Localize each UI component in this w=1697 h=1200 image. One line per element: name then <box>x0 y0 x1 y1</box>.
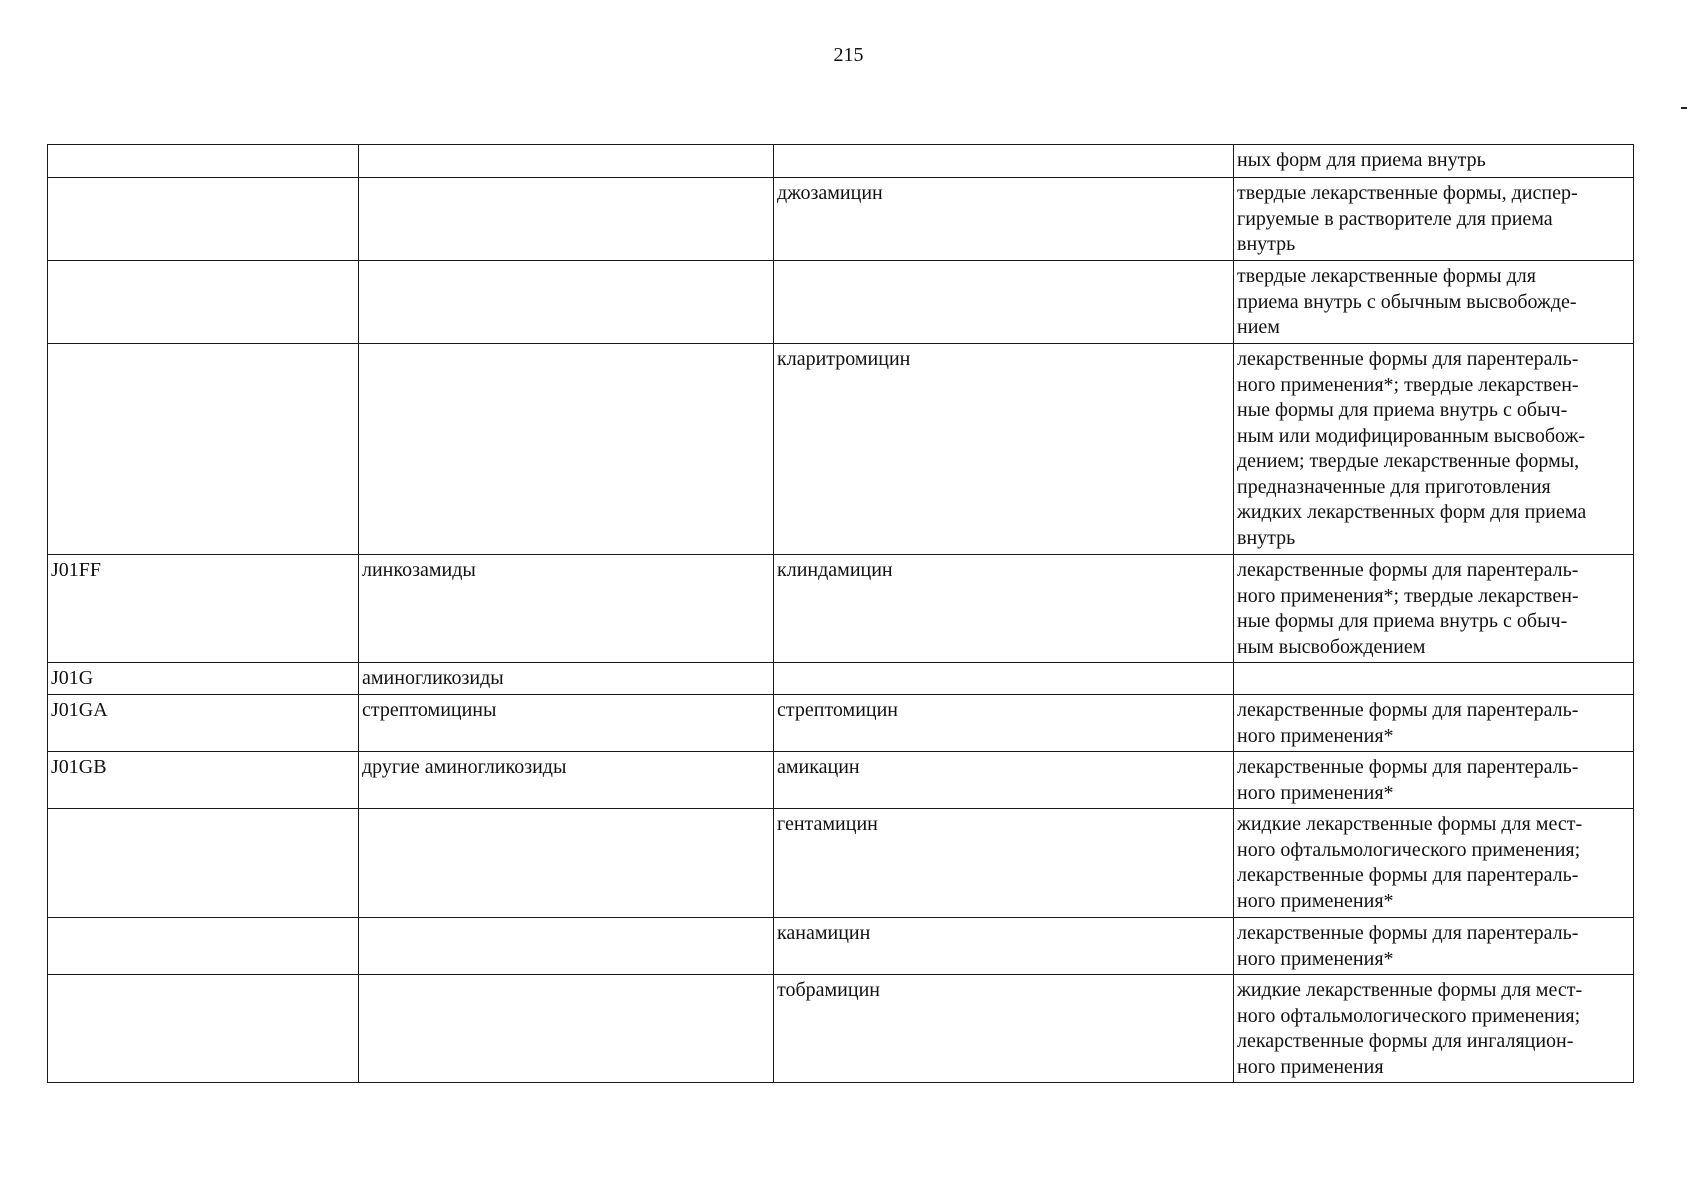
atc-code-cell <box>48 145 359 178</box>
group-name-cell: аминогликозиды <box>359 663 774 695</box>
page-number: 215 <box>833 44 864 66</box>
dosage-form-line: предназначенные для приготовления <box>1237 475 1551 498</box>
group-name-cell <box>359 344 774 555</box>
dosage-form-line: ного применения* <box>1237 889 1394 912</box>
dosage-form-line: жидких лекарственных форм для приема <box>1237 501 1587 523</box>
dosage-form-line: жидкие лекарственные формы для мест- <box>1237 979 1583 1001</box>
dosage-forms-cell <box>1234 344 1634 555</box>
dosage-forms-cell <box>1234 918 1634 975</box>
substance-cell: тобрамицин <box>774 975 1234 1083</box>
atc-code-cell: J01FF <box>48 555 359 663</box>
dosage-form-line: ного применения*; твердые лекарствен- <box>1237 373 1579 396</box>
group-name-cell <box>359 918 774 975</box>
atc-code-cell: J01GA <box>48 695 359 752</box>
dosage-form-line: приема внутрь с обычным высвобожде- <box>1237 290 1577 313</box>
dosage-form-line: лекарственные формы для парентераль- <box>1237 756 1579 778</box>
dosage-forms-cell <box>1234 178 1634 261</box>
dosage-forms-cell <box>1234 695 1634 752</box>
atc-code-cell: J01GB <box>48 752 359 809</box>
dosage-form-line: ного применения* <box>1237 724 1394 747</box>
dosage-form-line: ного офтальмологического применения; <box>1237 1004 1581 1027</box>
substance-cell <box>774 261 1234 344</box>
table-row <box>48 752 1634 809</box>
atc-code-cell <box>48 344 359 555</box>
dosage-forms-cell <box>1234 809 1634 918</box>
dosage-form-line: ные формы для приема внутрь с обыч- <box>1237 610 1568 632</box>
dosage-form-line: лекарственные формы для парентераль- <box>1237 699 1579 721</box>
dosage-forms-cell <box>1234 975 1634 1083</box>
group-name-cell <box>359 975 774 1083</box>
substance-cell: кларитромицин <box>774 344 1234 555</box>
atc-code-cell <box>48 178 359 261</box>
dosage-form-line: жидкие лекарственные формы для мест- <box>1237 813 1583 835</box>
group-name-cell <box>359 261 774 344</box>
substance-cell: гентамицин <box>774 809 1234 918</box>
substance-cell: джозамицин <box>774 178 1234 261</box>
dosage-form-line: ного применения* <box>1237 781 1394 804</box>
atc-code-cell <box>48 261 359 344</box>
dosage-form-line: ного применения <box>1237 1055 1384 1078</box>
table-row <box>48 975 1634 1083</box>
substance-cell <box>774 663 1234 695</box>
dosage-forms-cell <box>1234 145 1634 178</box>
atc-code-cell <box>48 918 359 975</box>
atc-code-cell: J01G <box>48 663 359 695</box>
dosage-form-line: нием <box>1237 316 1280 338</box>
table-row <box>48 145 1634 178</box>
substance-cell <box>774 145 1234 178</box>
dosage-form-line: гируемые в растворителе для приема <box>1237 207 1553 230</box>
atc-code-cell <box>48 809 359 918</box>
substance-cell: стрептомицин <box>774 695 1234 752</box>
dosage-forms-cell <box>1234 555 1634 663</box>
table-row <box>48 809 1634 918</box>
table-row <box>48 555 1634 663</box>
medication-table <box>47 144 1634 1083</box>
dosage-form-line: лекарственные формы для парентераль- <box>1237 559 1579 581</box>
table-row <box>48 663 1634 695</box>
dosage-form-line: ные формы для приема внутрь с обыч- <box>1237 399 1568 421</box>
atc-code-cell <box>48 975 359 1083</box>
dosage-form-line: ным высвобождением <box>1237 635 1426 658</box>
table-row <box>48 918 1634 975</box>
dosage-form-line: внутрь <box>1237 526 1296 549</box>
dosage-form-line: лекарственные формы для парентераль- <box>1237 348 1579 370</box>
dosage-form-line: внутрь <box>1237 233 1296 255</box>
dosage-forms-cell <box>1234 752 1634 809</box>
dosage-form-line: ного применения* <box>1237 947 1394 970</box>
dosage-forms-cell <box>1234 663 1634 695</box>
substance-cell: амикацин <box>774 752 1234 809</box>
dosage-form-line: ным или модифицированным высвобож- <box>1237 424 1585 447</box>
dosage-form-line: твердые лекарственные формы для <box>1237 265 1536 287</box>
dosage-form-line: дением; твердые лекарственные формы, <box>1237 450 1580 472</box>
margin-mark <box>1681 107 1687 109</box>
dosage-forms-cell <box>1234 261 1634 344</box>
table-row <box>48 261 1634 344</box>
group-name-cell: стрептомицины <box>359 695 774 752</box>
dosage-form-line: ного офтальмологического применения; <box>1237 838 1581 861</box>
dosage-form-line: твердые лекарственные формы, диспер- <box>1237 182 1578 204</box>
dosage-form-line: ных форм для приема внутрь <box>1237 149 1486 171</box>
dosage-form-line: лекарственные формы для парентераль- <box>1237 864 1579 886</box>
dosage-form-line: лекарственные формы для ингаляцион- <box>1237 1030 1574 1052</box>
substance-cell: клиндамицин <box>774 555 1234 663</box>
group-name-cell: линкозамиды <box>359 555 774 663</box>
group-name-cell: другие аминогликозиды <box>359 752 774 809</box>
group-name-cell <box>359 809 774 918</box>
table-row <box>48 344 1634 555</box>
dosage-form-line: лекарственные формы для парентераль- <box>1237 922 1579 944</box>
dosage-form-line: ного применения*; твердые лекарствен- <box>1237 584 1579 607</box>
table-row <box>48 695 1634 752</box>
substance-cell: канамицин <box>774 918 1234 975</box>
group-name-cell <box>359 178 774 261</box>
table-row <box>48 178 1634 261</box>
group-name-cell <box>359 145 774 178</box>
